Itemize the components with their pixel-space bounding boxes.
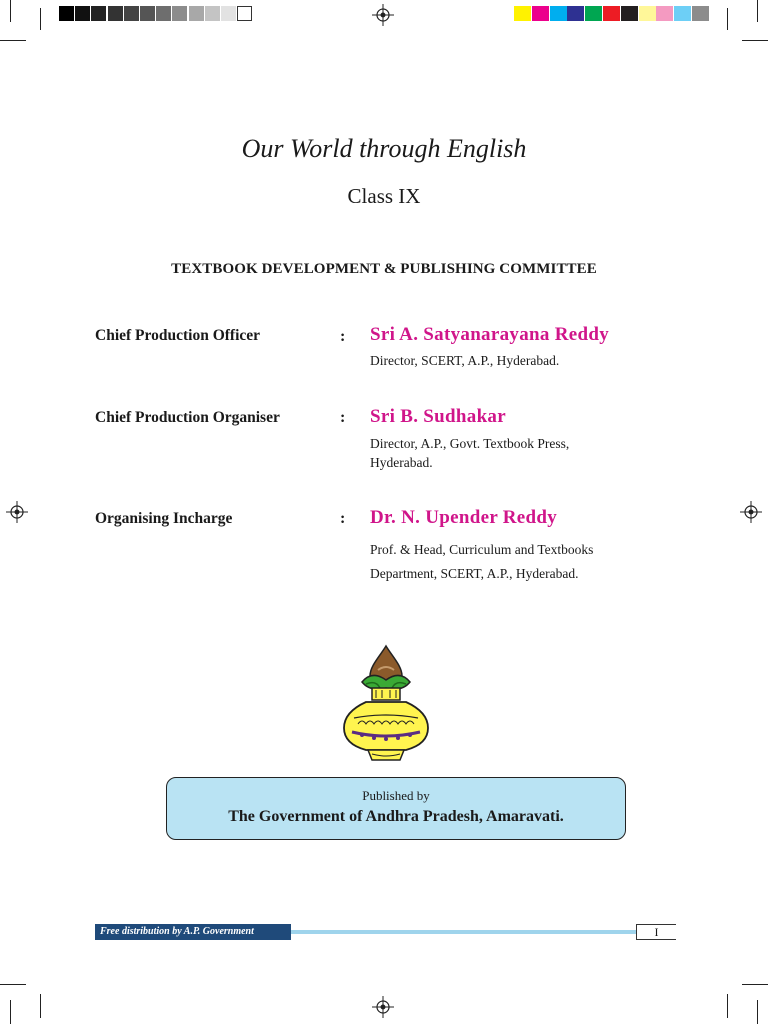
separator: : bbox=[340, 510, 346, 527]
role-label: Organising Incharge bbox=[95, 510, 233, 527]
member-detail bbox=[370, 351, 670, 370]
gray-swatch bbox=[156, 6, 171, 21]
gray-swatch bbox=[205, 6, 220, 21]
gray-swatch bbox=[172, 6, 187, 21]
detail-line: Director, A.P., Govt. Textbook Press, bbox=[370, 436, 570, 451]
color-swatch bbox=[656, 6, 673, 21]
member-name: Dr. N. Upender Reddy bbox=[370, 507, 558, 528]
book-title: Our World through English bbox=[241, 134, 527, 163]
color-swatch bbox=[692, 6, 709, 21]
registration-mark-icon bbox=[372, 4, 394, 26]
member-name: Sri A. Satyanarayana Reddy bbox=[370, 324, 610, 345]
separator: : bbox=[340, 328, 346, 345]
color-swatch bbox=[567, 6, 584, 21]
published-by-label: Published by bbox=[362, 788, 430, 803]
color-swatch bbox=[674, 6, 691, 21]
detail-line: Prof. & Head, Curriculum and Textbooks bbox=[370, 542, 594, 557]
detail-line: Department, SCERT, A.P., Hyderabad. bbox=[370, 566, 579, 581]
gray-swatch bbox=[221, 6, 236, 21]
publisher-box bbox=[166, 777, 626, 840]
gray-swatch bbox=[124, 6, 139, 21]
color-swatch bbox=[639, 6, 656, 21]
color-swatch bbox=[603, 6, 620, 21]
member-detail bbox=[370, 434, 670, 472]
registration-mark-icon bbox=[6, 501, 28, 523]
gray-swatch bbox=[189, 6, 204, 21]
gray-swatch bbox=[75, 6, 90, 21]
footer-rule bbox=[291, 930, 636, 934]
registration-mark-icon bbox=[740, 501, 762, 523]
registration-mark-icon bbox=[372, 996, 394, 1018]
free-distribution-tag: Free distribution by A.P. Government bbox=[95, 924, 291, 940]
detail-line: Hyderabad. bbox=[370, 455, 433, 470]
color-swatch bbox=[514, 6, 531, 21]
class-label: Class IX bbox=[347, 184, 421, 208]
page-number: I bbox=[636, 924, 676, 940]
gray-swatch bbox=[91, 6, 106, 21]
gray-swatch bbox=[108, 6, 123, 21]
separator: : bbox=[340, 409, 346, 426]
gray-swatch bbox=[237, 6, 252, 21]
color-swatch bbox=[621, 6, 638, 21]
gray-swatch bbox=[59, 6, 74, 21]
committee-heading: TEXTBOOK DEVELOPMENT & PUBLISHING COMMITTEE bbox=[171, 261, 597, 277]
color-swatch bbox=[585, 6, 602, 21]
gray-swatch bbox=[140, 6, 155, 21]
color-swatch bbox=[550, 6, 567, 21]
member-detail bbox=[370, 538, 670, 586]
purna-kumbham-emblem-icon bbox=[336, 640, 436, 770]
role-label: Chief Production Organiser bbox=[95, 409, 280, 426]
publisher-name: The Government of Andhra Pradesh, Amaravati. bbox=[228, 808, 564, 825]
color-swatch bbox=[532, 6, 549, 21]
detail-line: Director, SCERT, A.P., Hyderabad. bbox=[370, 353, 560, 368]
role-label: Chief Production Officer bbox=[95, 327, 261, 344]
member-name: Sri B. Sudhakar bbox=[370, 406, 506, 427]
